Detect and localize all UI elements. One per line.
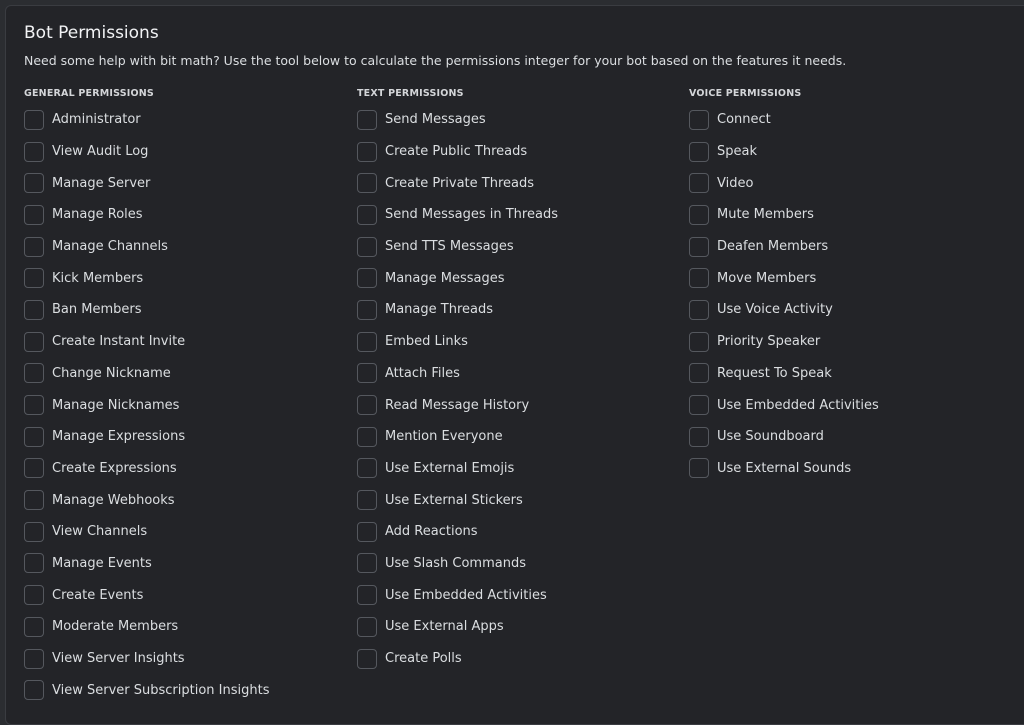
permission-checkbox[interactable]	[24, 332, 44, 352]
permission-item[interactable]	[357, 521, 558, 553]
permission-checkbox[interactable]	[357, 617, 377, 637]
permission-label: Manage Threads	[385, 302, 493, 318]
permission-item[interactable]	[24, 553, 269, 585]
permission-label: Manage Roles	[52, 207, 143, 223]
permission-label: Kick Members	[52, 270, 144, 286]
permission-checkbox[interactable]	[689, 173, 709, 193]
permission-checkbox[interactable]	[24, 617, 44, 637]
permission-label: Speak	[717, 144, 757, 160]
permission-checkbox[interactable]	[357, 553, 377, 573]
permission-checkbox[interactable]	[357, 237, 377, 257]
general-permissions-column	[24, 88, 269, 711]
panel-title: Bot Permissions	[24, 23, 159, 43]
section-heading: VOICE PERMISSIONS	[689, 88, 802, 99]
permission-item[interactable]	[357, 584, 558, 616]
permission-checkbox[interactable]	[24, 237, 44, 257]
permission-label: Use Soundboard	[717, 429, 824, 445]
bot-permissions-panel	[5, 5, 1024, 725]
permission-item[interactable]	[689, 394, 879, 426]
permission-checkbox[interactable]	[357, 649, 377, 669]
permission-item[interactable]	[24, 489, 269, 521]
permission-checkbox[interactable]	[689, 395, 709, 415]
permission-item[interactable]	[689, 109, 879, 141]
permission-label: Embed Links	[385, 334, 468, 350]
permission-item[interactable]	[357, 648, 558, 680]
permission-item[interactable]	[689, 458, 879, 490]
permission-item[interactable]	[357, 363, 558, 395]
permission-label: Manage Channels	[52, 239, 168, 255]
permission-label: Ban Members	[52, 302, 142, 318]
section-heading: TEXT PERMISSIONS	[357, 88, 464, 99]
permission-label: Send TTS Messages	[385, 239, 514, 255]
permission-label: Use External Emojis	[385, 460, 515, 476]
permission-item[interactable]	[689, 172, 879, 204]
permission-item[interactable]	[357, 553, 558, 585]
permission-item[interactable]	[689, 267, 879, 299]
voice-permissions-column	[689, 88, 879, 489]
permission-label: Request To Speak	[717, 365, 832, 381]
permission-item[interactable]	[24, 394, 269, 426]
permission-label: Mute Members	[717, 207, 814, 223]
permission-label: Deafen Members	[717, 239, 829, 255]
permission-checkbox[interactable]	[24, 553, 44, 573]
permission-label: Manage Messages	[385, 270, 505, 286]
permission-checkbox[interactable]	[689, 427, 709, 447]
permission-item[interactable]	[24, 267, 269, 299]
permission-item[interactable]	[689, 331, 879, 363]
permission-checkbox[interactable]	[24, 585, 44, 605]
permission-checkbox[interactable]	[689, 237, 709, 257]
permission-label: Administrator	[52, 112, 141, 128]
permission-checkbox[interactable]	[24, 458, 44, 478]
permission-item[interactable]	[357, 394, 558, 426]
permission-item[interactable]	[689, 141, 879, 173]
permission-label: Manage Server	[52, 175, 151, 191]
permission-checkbox[interactable]	[24, 680, 44, 700]
permission-label: Create Expressions	[52, 460, 177, 476]
permission-label: Create Polls	[385, 651, 462, 667]
permission-checkbox[interactable]	[24, 300, 44, 320]
permission-checkbox[interactable]	[357, 522, 377, 542]
permission-label: Use External Sounds	[717, 460, 852, 476]
permission-label: Use Embedded Activities	[717, 397, 879, 413]
permission-checkbox[interactable]	[689, 268, 709, 288]
permission-checkbox[interactable]	[357, 363, 377, 383]
permission-checkbox[interactable]	[357, 142, 377, 162]
permission-item[interactable]	[24, 204, 269, 236]
permission-checkbox[interactable]	[357, 395, 377, 415]
permission-checkbox[interactable]	[357, 490, 377, 510]
section-heading: GENERAL PERMISSIONS	[24, 88, 154, 99]
permission-item[interactable]	[24, 584, 269, 616]
permission-checkbox[interactable]	[357, 173, 377, 193]
permission-label: Video	[717, 175, 754, 191]
permission-item[interactable]	[24, 521, 269, 553]
permission-label: Manage Expressions	[52, 429, 186, 445]
permission-label: Use Embedded Activities	[385, 587, 547, 603]
permission-item[interactable]	[24, 141, 269, 173]
permission-label: Use External Apps	[385, 619, 504, 635]
permission-label: View Server Subscription Insights	[52, 682, 270, 698]
permission-item[interactable]	[357, 172, 558, 204]
permission-item[interactable]	[689, 204, 879, 236]
permission-item[interactable]	[24, 172, 269, 204]
permission-checkbox[interactable]	[689, 300, 709, 320]
permission-label: Read Message History	[385, 397, 530, 413]
permission-item[interactable]	[24, 616, 269, 648]
permission-checkbox[interactable]	[689, 458, 709, 478]
permission-item[interactable]	[24, 331, 269, 363]
permission-label: Use Slash Commands	[385, 555, 526, 571]
permission-checkbox[interactable]	[24, 142, 44, 162]
permission-label: Create Events	[52, 587, 144, 603]
permission-label: Change Nickname	[52, 365, 171, 381]
permission-item[interactable]	[357, 204, 558, 236]
permission-checkbox[interactable]	[689, 332, 709, 352]
permission-label: View Channels	[52, 524, 148, 540]
permission-item[interactable]	[357, 109, 558, 141]
permission-checkbox[interactable]	[24, 649, 44, 669]
permission-label: Create Private Threads	[385, 175, 535, 191]
permission-label: Create Instant Invite	[52, 334, 186, 350]
permission-checkbox[interactable]	[357, 332, 377, 352]
permission-checkbox[interactable]	[357, 110, 377, 130]
permission-checkbox[interactable]	[24, 173, 44, 193]
permission-item[interactable]	[689, 426, 879, 458]
permission-checkbox[interactable]	[357, 585, 377, 605]
permission-label: View Audit Log	[52, 144, 149, 160]
permission-item[interactable]	[24, 679, 269, 711]
permission-label: Move Members	[717, 270, 817, 286]
panel-description: Need some help with bit math? Use the tool below to calculate the permissions integer for your bot based on the features it needs.	[24, 53, 847, 68]
permission-checkbox[interactable]	[24, 205, 44, 225]
permission-item[interactable]	[357, 331, 558, 363]
permission-item[interactable]	[357, 299, 558, 331]
permission-label: Manage Webhooks	[52, 492, 175, 508]
permission-item[interactable]	[24, 299, 269, 331]
permission-checkbox[interactable]	[689, 205, 709, 225]
permission-checkbox[interactable]	[24, 268, 44, 288]
permission-label: Priority Speaker	[717, 334, 821, 350]
permission-item[interactable]	[357, 236, 558, 268]
permission-item[interactable]	[689, 363, 879, 395]
permission-checkbox[interactable]	[24, 522, 44, 542]
permission-item[interactable]	[357, 489, 558, 521]
permission-label: Connect	[717, 112, 771, 128]
permission-item[interactable]	[357, 426, 558, 458]
permission-checkbox[interactable]	[357, 268, 377, 288]
permission-item[interactable]	[357, 141, 558, 173]
permission-item[interactable]	[24, 426, 269, 458]
permission-item[interactable]	[357, 616, 558, 648]
permission-item[interactable]	[24, 236, 269, 268]
permission-label: Manage Events	[52, 555, 152, 571]
permission-checkbox[interactable]	[689, 142, 709, 162]
permission-item[interactable]	[24, 363, 269, 395]
permission-checkbox[interactable]	[357, 427, 377, 447]
permission-label: Create Public Threads	[385, 144, 528, 160]
permission-item[interactable]	[357, 458, 558, 490]
permission-item[interactable]	[689, 236, 879, 268]
permission-checkbox[interactable]	[357, 458, 377, 478]
text-permissions-column	[357, 88, 558, 679]
permission-label: Use Voice Activity	[717, 302, 833, 318]
permission-label: View Server Insights	[52, 651, 185, 667]
permission-checkbox[interactable]	[689, 363, 709, 383]
permission-label: Send Messages in Threads	[385, 207, 558, 223]
permission-checkbox[interactable]	[357, 205, 377, 225]
permission-checkbox[interactable]	[24, 110, 44, 130]
permission-label: Attach Files	[385, 365, 460, 381]
permission-item[interactable]	[357, 267, 558, 299]
permission-label: Use External Stickers	[385, 492, 523, 508]
permission-checkbox[interactable]	[24, 427, 44, 447]
permission-checkbox[interactable]	[357, 300, 377, 320]
permission-item[interactable]	[689, 299, 879, 331]
permission-label: Send Messages	[385, 112, 486, 128]
permission-item[interactable]	[24, 458, 269, 490]
permission-label: Add Reactions	[385, 524, 478, 540]
permission-label: Mention Everyone	[385, 429, 503, 445]
permission-label: Moderate Members	[52, 619, 179, 635]
permission-checkbox[interactable]	[24, 490, 44, 510]
permission-item[interactable]	[24, 648, 269, 680]
permission-checkbox[interactable]	[24, 395, 44, 415]
permission-checkbox[interactable]	[24, 363, 44, 383]
permission-label: Manage Nicknames	[52, 397, 180, 413]
permission-checkbox[interactable]	[689, 110, 709, 130]
permission-item[interactable]	[24, 109, 269, 141]
